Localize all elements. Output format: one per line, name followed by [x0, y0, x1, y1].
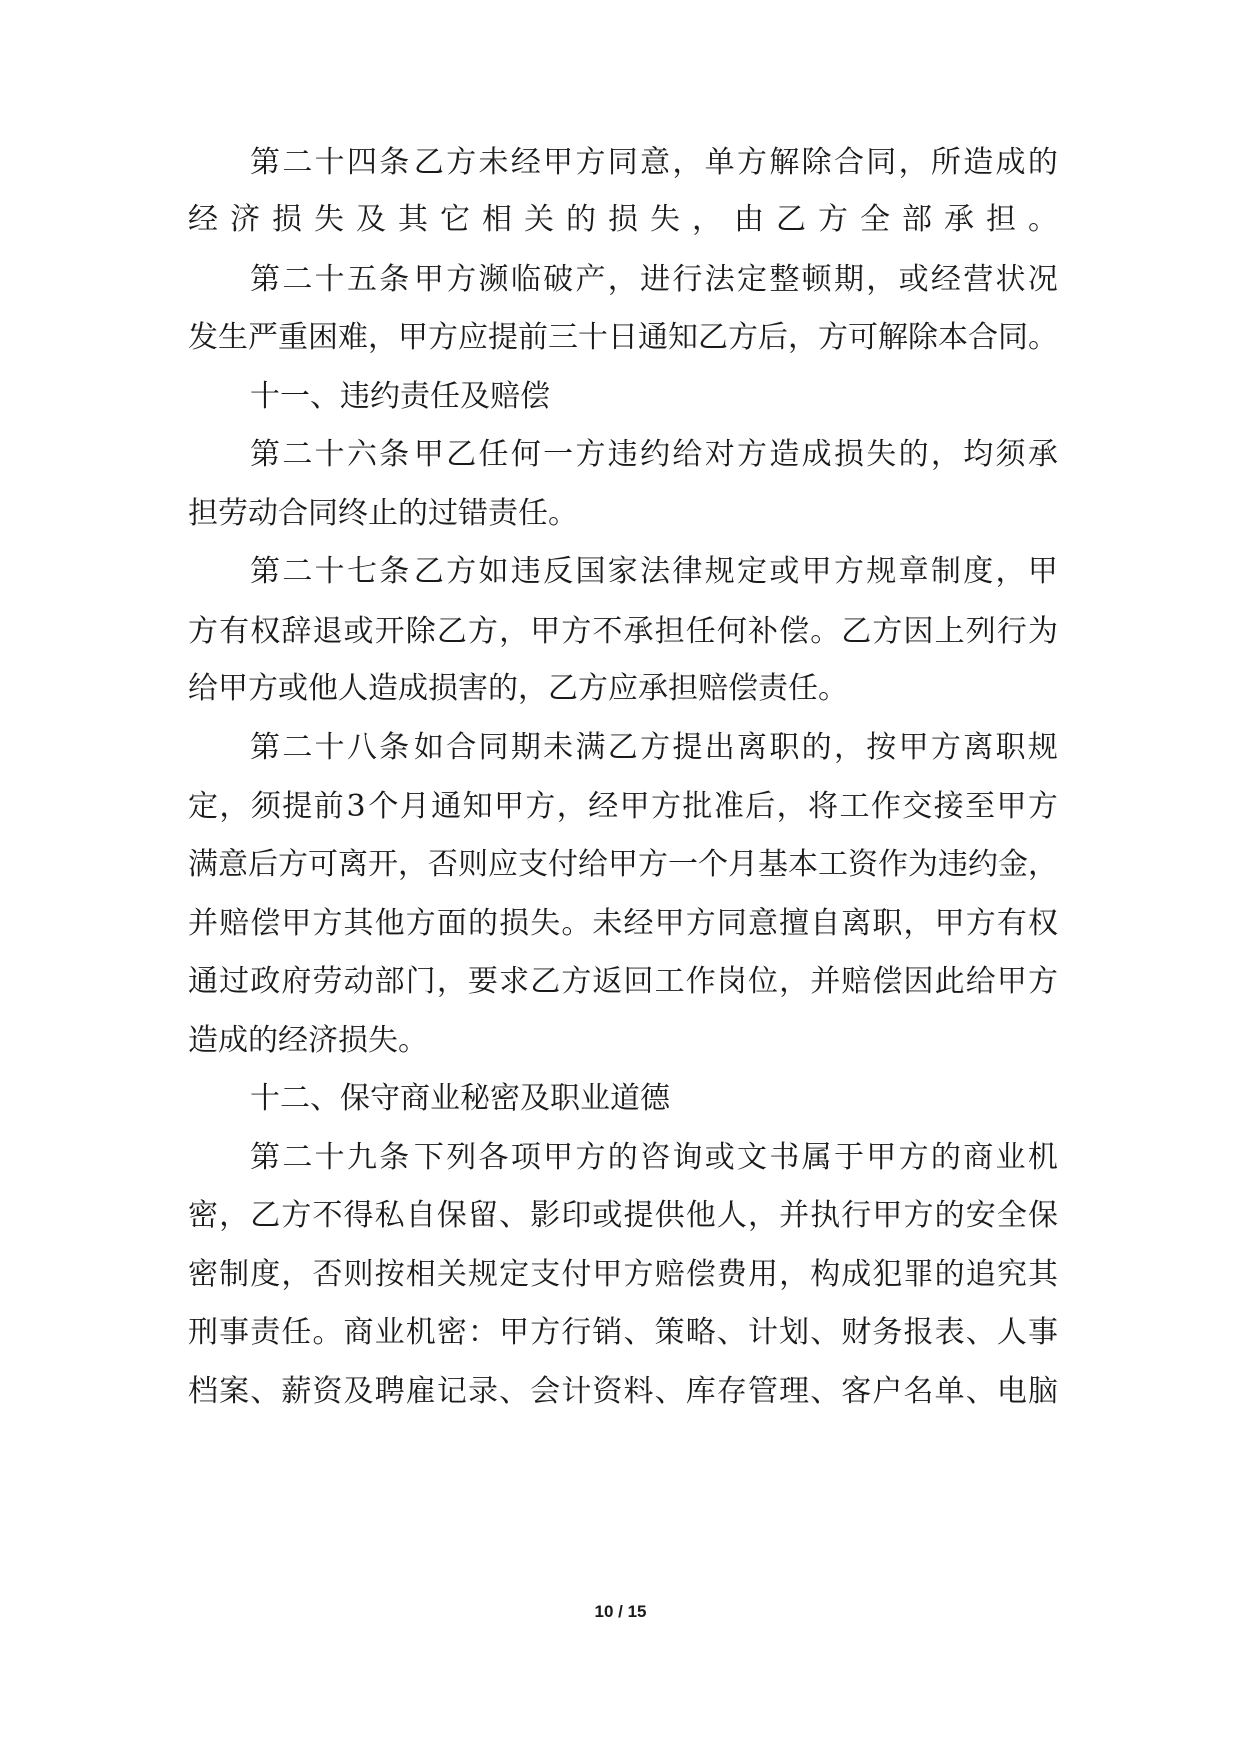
text-line: 经 济 损 失 及 其 它 相 关 的 损 失 ， 由 乙 方 全 部 承 担 。 [188, 202, 1058, 237]
text-line: 并 赔 偿 甲 方 其 他 方 面 的 损 失 。 未 经 甲 方 同 意 擅 自 离 职 ， 甲 方 有 权 [188, 906, 1058, 941]
text-line: 第 二 十 八 条 如 合 同 期 未 满 乙 方 提 出 离 职 的 ， 按 甲 方 离 职 规 [250, 730, 1058, 765]
text-line: 第 二 十 六 条 甲 乙 任 何 一 方 违 约 给 对 方 造 成 损 失 的 ， 均 须 承 [250, 437, 1058, 472]
text-line: 通 过 政 府 劳 动 部 门 ， 要 求 乙 方 返 回 工 作 岗 位 ， 并 赔 偿 因 此 给 甲 方 [188, 964, 1058, 999]
section-heading: 十一、违约责任及赔偿 [250, 379, 550, 414]
text-line: 密 ， 乙 方 不 得 私 自 保 留 、 影 印 或 提 供 他 人 ， 并 执 行 甲 方 的 安 全 保 [188, 1198, 1058, 1233]
text-line: 密 制 度 ， 否 则 按 相 关 规 定 支 付 甲 方 赔 偿 费 用 ， 构 成 犯 罪 的 追 究 其 [188, 1257, 1058, 1292]
text-line: 第 二 十 五 条 甲 方 濒 临 破 产 ， 进 行 法 定 整 顿 期 ， 或 经 营 状 况 [250, 262, 1058, 297]
section-heading: 十二、保守商业秘密及职业道德 [250, 1081, 670, 1116]
text-line: 档 案 、 薪 资 及 聘 雇 记 录 、 会 计 资 料 、 库 存 管 理 、 客 户 名 单 、 电 脑 [188, 1374, 1058, 1409]
page-number: 10 / 15 [594, 1602, 647, 1621]
text-line: 发 生 严 重 困 难 ， 甲 方 应 提 前 三 十 日 通 知 乙 方 后 ， 方 可 解 除 本 合 同 。 [188, 320, 1058, 355]
text-line: 造成的经济损失。 [188, 1023, 428, 1058]
text-line: 担劳动合同终止的过错责任。 [188, 496, 578, 531]
text-line: 定 ， 须 提 前 3 个 月 通 知 甲 方 ， 经 甲 方 批 准 后 ， 将 工 作 交 接 至 甲 方 [188, 789, 1058, 824]
text-line: 第 二 十 四 条 乙 方 未 经 甲 方 同 意 ， 单 方 解 除 合 同 ， 所 造 成 的 [250, 145, 1058, 180]
text-line: 刑 事 责 任 。 商 业 机 密 ： 甲 方 行 销 、 策 略 、 计 划 、 财 务 报 表 、 人 事 [188, 1315, 1058, 1350]
text-line: 给甲方或他人造成损害的，乙方应承担赔偿责任。 [188, 671, 848, 706]
text-line: 第 二 十 九 条 下 列 各 项 甲 方 的 咨 询 或 文 书 属 于 甲 方 的 商 业 机 [250, 1140, 1058, 1175]
text-line: 方 有 权 辞 退 或 开 除 乙 方 ， 甲 方 不 承 担 任 何 补 偿 。 乙 方 因 上 列 行 为 [188, 614, 1058, 649]
text-line: 满 意 后 方 可 离 开 ， 否 则 应 支 付 给 甲 方 一 个 月 基 本 工 资 作 为 违 约 金 ， [188, 847, 1058, 882]
text-line: 第 二 十 七 条 乙 方 如 违 反 国 家 法 律 规 定 或 甲 方 规 章 制 度 ， 甲 [250, 554, 1058, 589]
